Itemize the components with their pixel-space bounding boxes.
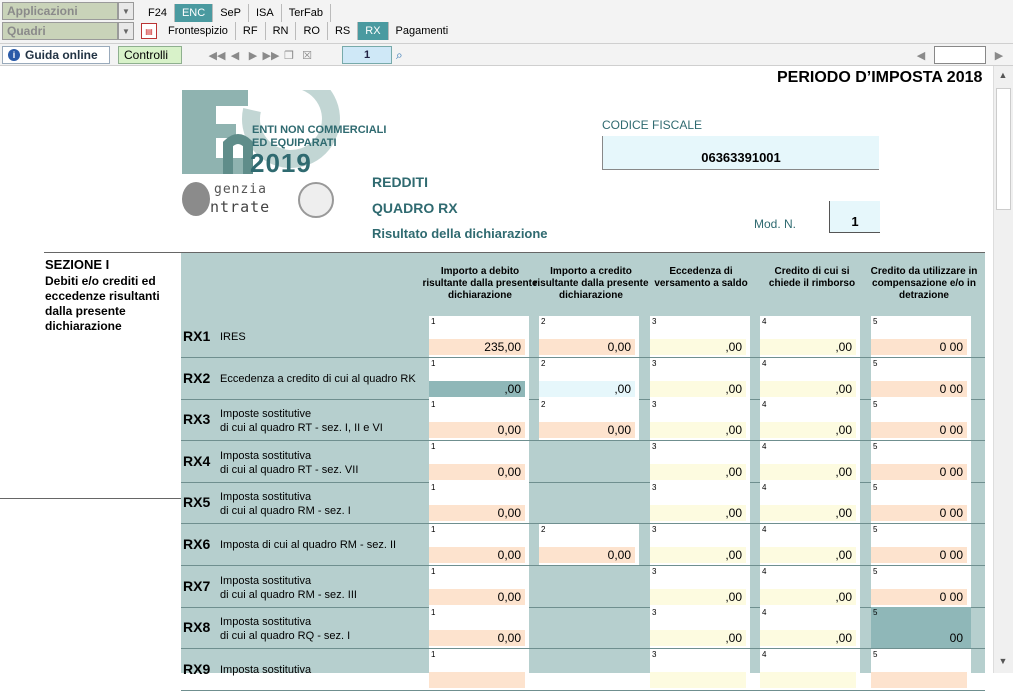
cell-number: 5: [873, 525, 878, 534]
col-header-1: Importo a debito risultante dalla presente dichiarazione: [422, 266, 538, 301]
cell-number: 3: [652, 442, 657, 451]
amount-cell[interactable]: [650, 316, 750, 357]
cell-number: 1: [431, 608, 436, 617]
cell-number: 1: [431, 650, 436, 659]
amount-cell[interactable]: [429, 358, 529, 399]
table-row: [181, 524, 985, 566]
amount-cell[interactable]: [760, 358, 860, 399]
amount-cell[interactable]: [650, 358, 750, 399]
enti-line2: ED EQUIPARATI: [252, 137, 337, 149]
left-divider: [0, 498, 181, 499]
cell-number: 1: [431, 483, 436, 492]
prev-page-icon[interactable]: ◀: [230, 49, 240, 62]
table-row: [181, 316, 985, 358]
table-row: [181, 399, 985, 441]
cell-number: 1: [431, 359, 436, 368]
amount-cell[interactable]: [871, 316, 971, 357]
cell-value: ,00: [650, 547, 746, 563]
table-row: [181, 607, 985, 649]
col-header-4: Credito di cui si chiede il rimborso: [768, 266, 856, 289]
cell-value: ,00: [760, 589, 856, 605]
cell-number: 3: [652, 483, 657, 492]
tab-enc[interactable]: ENC: [175, 4, 213, 22]
codice-fiscale-field[interactable]: [602, 136, 879, 170]
top-toolbar: [0, 0, 1013, 44]
amount-cell[interactable]: [760, 649, 860, 690]
cell-value: ,00: [760, 505, 856, 521]
amount-cell[interactable]: [760, 399, 860, 440]
amount-cell[interactable]: [871, 358, 971, 399]
cell-value: ,00: [650, 464, 746, 480]
emblem-icon: [298, 182, 334, 218]
cell-value: ,00: [650, 381, 746, 397]
cell-value: 00: [871, 630, 967, 646]
cell-number: 3: [652, 608, 657, 617]
row-description: [220, 449, 430, 477]
row-code: RX1: [183, 328, 211, 344]
cell-number: 3: [652, 567, 657, 576]
tab-rn[interactable]: RN: [266, 22, 297, 40]
table-row: [181, 441, 985, 483]
controlli-label: Controlli: [124, 48, 169, 62]
quadri-tabs: [161, 22, 455, 40]
redditi-title: REDDITI: [372, 174, 428, 190]
row-description: [220, 574, 430, 602]
vertical-scrollbar[interactable]: [993, 66, 1013, 673]
cell-number: 4: [762, 483, 767, 492]
cell-number: 4: [762, 608, 767, 617]
cell-value: 0 00: [871, 547, 967, 563]
row-description-line: Imposta sostitutiva: [220, 575, 312, 587]
tab-ro[interactable]: RO: [296, 22, 328, 40]
tab-f24[interactable]: F24: [141, 4, 175, 22]
table-row: [181, 649, 985, 691]
amount-cell[interactable]: [760, 524, 860, 565]
cell-number: 4: [762, 650, 767, 659]
amount-cell[interactable]: [429, 649, 529, 690]
cell-number: 4: [762, 525, 767, 534]
cell-number: 5: [873, 400, 878, 409]
agenzia-text: genzia: [214, 182, 267, 197]
row-description: [220, 615, 430, 643]
row-code: RX8: [183, 619, 211, 635]
amount-cell[interactable]: [429, 482, 529, 523]
pdf-icon[interactable]: ▤: [141, 23, 157, 39]
cell-number: 3: [652, 359, 657, 368]
cell-value: [429, 672, 525, 688]
row-description-line: Imposte sostitutive: [220, 408, 312, 420]
table-row: [181, 358, 985, 400]
cell-value: ,00: [650, 589, 746, 605]
sezione-description: Debiti e/o crediti ed eccedenze risultanti dalla presente dichiarazione: [45, 274, 160, 333]
cell-number: 5: [873, 567, 878, 576]
amount-cell[interactable]: [429, 441, 529, 482]
col-header-2: Importo a credito risultante dalla presente dichiarazione: [533, 266, 649, 301]
cell-number: 3: [652, 400, 657, 409]
amount-cell[interactable]: [760, 566, 860, 607]
guida-online-button[interactable]: [2, 46, 110, 64]
cell-value: ,00: [650, 630, 746, 646]
tab-pagamenti[interactable]: Pagamenti: [395, 25, 449, 37]
tab-rs[interactable]: RS: [328, 22, 358, 40]
cell-value: 0,00: [429, 464, 525, 480]
amount-cell[interactable]: [871, 482, 971, 523]
scroll-thumb[interactable]: [996, 88, 1011, 210]
cell-value: ,00: [539, 381, 635, 397]
cell-value: 0 00: [871, 464, 967, 480]
goto-field[interactable]: [934, 46, 986, 64]
amount-cell[interactable]: [760, 316, 860, 357]
applicazioni-label: Applicazioni: [7, 4, 78, 18]
cell-number: 1: [431, 317, 436, 326]
tab-rx[interactable]: RX: [358, 22, 388, 40]
sezione-title: SEZIONE I: [45, 257, 110, 272]
delete-page-icon[interactable]: ☒: [302, 49, 312, 62]
row-description-line: Imposta sostitutiva: [220, 450, 312, 462]
amount-cell[interactable]: [650, 482, 750, 523]
year-2019: 2019: [250, 148, 312, 178]
cell-number: 3: [652, 317, 657, 326]
scroll-right-icon[interactable]: ▶: [994, 49, 1004, 62]
row-code: RX9: [183, 661, 211, 677]
nav-toolbar: [0, 44, 1013, 66]
applicazioni-dropdown-icon[interactable]: ▼: [118, 2, 134, 20]
amount-cell[interactable]: [539, 316, 639, 357]
table-row: [181, 566, 985, 608]
amount-cell[interactable]: [760, 441, 860, 482]
quadri-label: Quadri: [7, 24, 46, 38]
row-code: RX3: [183, 411, 211, 427]
cell-number: 5: [873, 650, 878, 659]
amount-cell[interactable]: [429, 316, 529, 357]
cell-value: ,00: [650, 422, 746, 438]
cell-value: ,00: [429, 381, 525, 397]
cell-value: ,00: [650, 505, 746, 521]
cell-value: ,00: [760, 547, 856, 563]
row-code: RX6: [183, 536, 211, 552]
quadri-dropdown-icon[interactable]: ▼: [118, 22, 134, 40]
cell-number: 2: [541, 317, 546, 326]
amount-cell[interactable]: [650, 399, 750, 440]
tab-sep[interactable]: SeP: [213, 4, 249, 22]
row-description-line: Imposta sostitutiva: [220, 664, 312, 676]
codice-fiscale-label: CODICE FISCALE: [602, 118, 703, 132]
row-description-line: IRES: [220, 331, 246, 343]
mod-n-label: Mod. N.: [754, 217, 797, 231]
row-description-line: Imposta sostitutiva: [220, 491, 312, 503]
cell-number: 1: [431, 400, 436, 409]
cell-number: 4: [762, 400, 767, 409]
cell-value: 0,00: [429, 630, 525, 646]
cell-value: 0,00: [539, 339, 635, 355]
row-code: RX5: [183, 494, 211, 510]
amount-cell[interactable]: [429, 566, 529, 607]
cell-number: 1: [431, 442, 436, 451]
quadri-select[interactable]: [2, 22, 118, 40]
amount-cell[interactable]: [539, 399, 639, 440]
amount-cell[interactable]: [871, 524, 971, 565]
cell-value: 0,00: [429, 547, 525, 563]
row-description: [220, 663, 430, 677]
cell-value: [760, 672, 856, 688]
amount-cell[interactable]: [871, 566, 971, 607]
cell-value: ,00: [760, 339, 856, 355]
quadro-title: QUADRO RX: [372, 200, 458, 216]
cell-value: 0,00: [429, 589, 525, 605]
cell-value: 0,00: [429, 422, 525, 438]
scroll-down-icon[interactable]: ▼: [998, 656, 1008, 666]
cell-value: ,00: [760, 464, 856, 480]
row-description-line: Imposta sostitutiva: [220, 616, 312, 628]
cell-number: 2: [541, 525, 546, 534]
cell-value: 0,00: [429, 505, 525, 521]
row-description-line: Eccedenza a credito di cui al quadro RK: [220, 373, 416, 385]
cell-number: 3: [652, 650, 657, 659]
agenzia-entrate-logo: [182, 182, 337, 222]
cell-value: 0 00: [871, 422, 967, 438]
tab-frontespizio[interactable]: Frontespizio: [161, 22, 236, 40]
cell-value: 0 00: [871, 505, 967, 521]
amount-cell[interactable]: [650, 441, 750, 482]
cell-value: [871, 672, 967, 688]
agenzia-a-mark: [182, 182, 210, 216]
row-code: RX4: [183, 453, 211, 469]
scroll-up-icon[interactable]: ▲: [998, 70, 1008, 80]
cell-number: 4: [762, 442, 767, 451]
cell-number: 1: [431, 525, 436, 534]
table-row: [181, 482, 985, 524]
cell-number: 5: [873, 483, 878, 492]
row-code: RX2: [183, 370, 211, 386]
controlli-button[interactable]: [118, 46, 182, 64]
cell-number: 5: [873, 317, 878, 326]
row-description: [220, 538, 430, 552]
cell-value: 235,00: [429, 339, 525, 355]
last-page-icon[interactable]: ▶▶: [262, 49, 280, 62]
amount-cell[interactable]: [650, 649, 750, 690]
amount-cell[interactable]: [871, 399, 971, 440]
cell-value: 0 00: [871, 589, 967, 605]
tab-isa[interactable]: ISA: [249, 4, 282, 22]
mod-n-field[interactable]: 1: [829, 201, 880, 233]
cell-value: ,00: [760, 381, 856, 397]
cell-value: ,00: [760, 630, 856, 646]
cell-number: 5: [873, 359, 878, 368]
scroll-left-icon[interactable]: ◀: [916, 49, 926, 62]
amount-cell[interactable]: [760, 482, 860, 523]
amount-cell[interactable]: [871, 649, 971, 690]
next-page-icon[interactable]: ▶: [248, 49, 258, 62]
cell-number: 5: [873, 608, 878, 617]
guida-online-label: Guida online: [25, 48, 98, 62]
cell-number: 4: [762, 359, 767, 368]
first-page-icon[interactable]: ◀◀: [208, 49, 226, 62]
row-description: [220, 490, 430, 518]
amount-cell[interactable]: [650, 524, 750, 565]
row-description-line: Imposta di cui al quadro RM - sez. II: [220, 539, 397, 551]
module-tabs: [141, 4, 331, 22]
row-description: [220, 407, 430, 435]
cell-number: 5: [873, 442, 878, 451]
cell-value: ,00: [650, 339, 746, 355]
applicazioni-select[interactable]: [2, 2, 118, 20]
cell-number: 3: [652, 525, 657, 534]
amount-cell[interactable]: [871, 607, 971, 648]
row-description: [220, 372, 430, 386]
row-description-line: di cui al quadro RT - sez. VII: [220, 464, 359, 476]
codice-fiscale-value: 06363391001: [701, 150, 781, 165]
cell-value: ,00: [760, 422, 856, 438]
row-description: [220, 330, 430, 344]
row-code: RX7: [183, 578, 211, 594]
periodo-imposta: PERIODO D’IMPOSTA 2018: [777, 69, 983, 86]
page-number-field[interactable]: 1: [342, 46, 392, 64]
row-description-line: di cui al quadro RQ - sez. I: [220, 630, 351, 642]
col-header-3: Eccedenza di versamento a saldo: [654, 266, 748, 289]
amount-cell[interactable]: [650, 607, 750, 648]
enti-line1: ENTI NON COMMERCIALI: [252, 124, 387, 136]
cell-number: 4: [762, 317, 767, 326]
cell-value: 0 00: [871, 339, 967, 355]
row-description-line: di cui al quadro RT - sez. I, II e VI: [220, 422, 383, 434]
amount-cell[interactable]: [760, 607, 860, 648]
row-description-line: di cui al quadro RM - sez. I: [220, 505, 351, 517]
amount-cell[interactable]: [650, 566, 750, 607]
amount-cell[interactable]: [429, 399, 529, 440]
amount-cell[interactable]: [871, 441, 971, 482]
info-icon: i: [8, 49, 20, 61]
cell-number: 2: [541, 359, 546, 368]
cell-value: 0,00: [539, 547, 635, 563]
tab-terfab[interactable]: TerFab: [282, 4, 331, 22]
tab-rf[interactable]: RF: [236, 22, 266, 40]
col-header-5: Credito da utilizzare in compensazione e/o in detrazione: [870, 266, 978, 301]
risultato-subtitle: Risultato della dichiarazione: [372, 226, 548, 241]
amount-cell[interactable]: [429, 524, 529, 565]
cell-number: 2: [541, 400, 546, 409]
row-description-line: di cui al quadro RM - sez. III: [220, 589, 357, 601]
entrate-text: ntrate: [210, 198, 271, 216]
cell-number: 1: [431, 567, 436, 576]
amount-cell[interactable]: [539, 358, 639, 399]
cell-value: 0 00: [871, 381, 967, 397]
cell-number: 4: [762, 567, 767, 576]
cell-value: 0,00: [539, 422, 635, 438]
search-page-icon[interactable]: ⌕: [396, 48, 403, 62]
amount-cell[interactable]: [429, 607, 529, 648]
cell-value: [650, 672, 746, 688]
amount-cell[interactable]: [539, 524, 639, 565]
copy-page-icon[interactable]: ❐: [284, 49, 294, 62]
